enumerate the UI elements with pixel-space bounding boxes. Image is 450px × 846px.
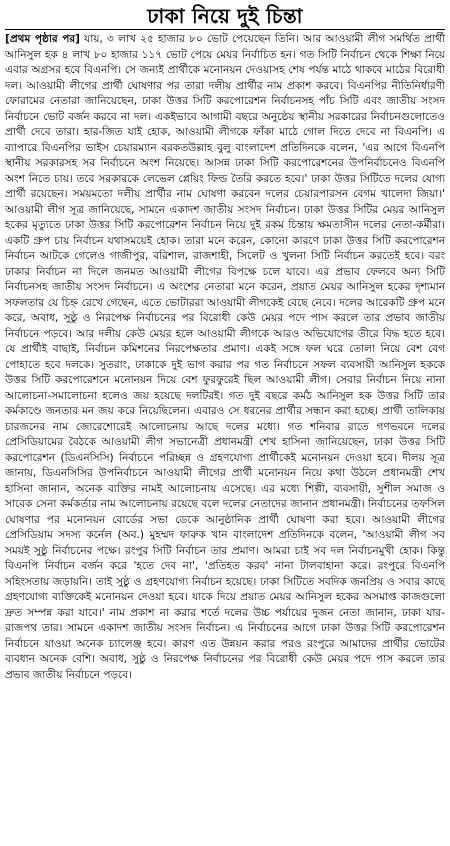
article-text: যায়, ৩ লাখ ২৫ হাজার ৮০ ভোট পেয়েছেন তিনি। আর আওয়ামী লীগ সমর্থিত প্রার্থী আনিসুল হক ৪ লাখ ৮০ হাজার ১১৭ ভোট পেয়ে মেয়র নির্বাচিত হন। গত সিটি নির্বাচন থেকে শিক্ষা নিয়ে এবার অগ্রসর হবে বিএনপি। সে জন্যই প্রার্থীকে মনোনয়ন দেওয়াসহ শেষ পর্যন্ত মাঠে থাকবে মাঠের বিরোধী দল। আওয়ামী লীগের প্রার্থী ঘোষণার পর তারা দলীয় প্রার্থীর নাম প্রকাশ করবে। বিএনপির নীতিনির্ধারণী ফোরামের নেতারা জানিয়েছেন, ঢাকা উত্তর সিটি করপোরেশন নির্বাচনসহ পাঁচ সিটি এবং জাতীয় সংসদ নির্বাচনে ভোট বর্জন করবে না দল। একইভাবে আগামী বছরে অনুষ্ঠেয় স্থানীয় সরকারের নির্বাচনগুলোতেও প্রার্থী দেবে তারা। হার-জিত যাই হোক, আওয়ামী লীগকে ফাঁকা মাঠে গোল দিতে দেবে না বিএনপি। এ ব্যাপারে বিএনপির ভাইস চেয়ারম্যান বরকতউল্লাহ বুলু বাংলাদেশ প্রতিদিনকে বলেন, 'এর আগে বিএনপি স্থানীয় সরকারসহ সব নির্বাচনে অংশ নিয়েছে। আসন্ন ঢাকা সিটি করপোরেশনের উপনির্বাচনেও বিএনপি অংশ নিতে চায়। তবে সরকারকে লেভেল প্লেয়িং ফিল্ড তৈরি করতে হবে।' ঢাকা উত্তর সিটিতে দলের যোগ্য প্রার্থী রয়েছেন। সময়মতো দলীয় প্রার্থীর নাম ঘোষণা করবেন দলের চেয়ারপারসন বেগম খালেদা জিয়া।' আওয়ামী লীগ সূত্র জানিয়েছে, সামনে একাদশ জাতীয় সংসদ নির্বাচন। ঢাকা উত্তর সিটির মেয়র আনিসুল হকের মৃত্যুতে ঢাকা উত্তর সিটি করপোরেশন নির্বাচন নিয়ে দুই রকম চিন্তায় ক্ষমতাসীন দলের নেতা-কর্মীরা। একটি গ্রুপ চায় নির্বাচন যথাসময়েই হোক। তারা মনে করেন, কোনো কারণে ঢাকা উত্তর সিটি করপোরেশন নির্বাচন আটকে গেলেও গাজীপুর, বরিশাল, রাজশাহী, সিলেট ও খুলনা সিটি নির্বাচন করতেই হবে। বরং ঢাকার নির্বাচন না দিলে জনমত আওয়ামী লীগের বিপক্ষে চলে যাবে। এর প্রভাব ফেলবে অন্য সিটি নির্বাচনসহ জাতীয় সংসদ নির্বাচনে। এ অংশের নেতারা মনে করেন, প্রয়াত মেয়র আনিসুল হকের দৃশ্যমান সফলতার যে চিহ্ন রেখে গেছেন, এতে ভোটাররা আওয়ামী লীগকেই বেছে নেবে। দলের আরেকটি গ্রুপ মনে করে, অবাধ, সুষ্ঠু ও নিরপেক্ষ নির্বাচনের পর বিরোধী কেউ মেয়র পদে পাস করলে তার প্রভাব জাতীয় নির্বাচনে পড়বে। আর দলীয় কেউ মেয়র হলে আওয়ামী লীগকে আরও অভিযোগের তীরে বিদ্ধ হতে হবে। যে প্রার্থীই বাছাই, নির্বাচন কমিশনের নিরপেক্ষতার প্রমাণ। একই সঙ্গে ফল ঘরে তোলা নিয়ে বেশ বেগ পোহাতে হবে দলকে। সুতরাং, ঢাকাকে দুই ভাগ করার পর গত নির্বাচনে সফল ব্যবসায়ী আনিসুল হককে উত্তর সিটি করপোরেশনে মনোনয়ন দিয়ে বেশ ফুরফুরেই ছিল আওয়ামী লীগ। সেবার নির্বাচন নিয়ে নানা আলোচনা-সমালোচনা হলেও জয় হয়েছে দলটিরই। গত দুই বছরে কর্মঠ আনিসুল হক উত্তর সিটি তার কর্মকাণ্ডে জনতার মন জয় করে নিয়েছিলেন। এবারও সে ধরনের প্রার্থীর সন্ধান করা হচ্ছে। প্রার্থী তালিকায় চারজনের নাম জোরেশোরেই আলোচনায় আছে দলের মধ্যে। গত শনিবার রাতে গণভবনে দলের প্রেসিডিয়ামের বৈঠকে আওয়ামী লীগ সভানেত্রী প্রধানমন্ত্রী শেখ হাসিনা জানিয়েছেন, ঢাকা উত্তর সিটি করপোরেশন (ডিএনসিসি) নির্বাচনে পরিচ্ছন্ন ও গ্রহণযোগ্য প্রার্থীকেই মনোনয়ন দেওয়া হবে। দীলয় সূত্র জানায়, ডিএনসিসির উপনির্বাচনে আওয়ামী লীগের প্রার্থী মনোনয়ন নিয়ে কথা উঠলে প্রধানমন্ত্রী শেখ হাসিনা জানান, অনেক ব্যক্তির নামই আলোচনায় এসেছে। এর মধ্যে শিল্পী, ব্যবসায়ী, সুশীল সমাজ ও সাবেক সেনা কর্মকর্তার নাম আলোচনায় রয়েছে বলে দলের নেতাদের জানান প্রধানমন্ত্রী। নির্বাচনের তফসিল ঘোষণার পর মনোনয়ন বোর্ডের সভা ডেকে আনুষ্ঠানিক প্রার্থী ঘোষণা করা হবে। আওয়ামী লীগের প্রেসিডিয়াম সদস্য কর্নেল (অব.) মুহম্মদ ফারুক খান বাংলাদেশ প্রতিদিনকে বলেন, 'আওয়ামী লীগ সব সময়ই সুষ্ঠু নির্বাচনের পক্ষে। রংপুর সিটি নির্বাচন তার প্রমাণ। আমরা চাই সব দল নির্বাচনমুখী হোক। কিন্তু বিএনপি নির্বাচন বর্জন করে 'হতে দেব না', 'প্রতিহত করব' নানা টালবাহানা করে। রংপুরে বিএনপি সহিংসতায় জড়ায়নি। তাই সুষ্ঠু ও গ্রহণযোগ্য নির্বাচন হয়েছে। ঢাকা সিটিতে সবদিক জনপ্রিয় ও সবার কাছে গ্রহণযোগ্য ব্যক্তিকেই মনোনয়ন দেওয়া হবে। যাকে দিয়ে প্রয়াত মেয়র আনিসুল হকের অসমাপ্ত কাজগুলো দ্রুত সম্পন্ন করা যাবে।' নাম প্রকাশ না করার শর্তে দলের উচ্চ পর্যায়ের দুজন নেতা জানান, ঢাকা যার-রাজপথ তার। সামনে একাদশ জাতীয় সংসদ নির্বাচন। এ নির্বাচনের আগে ঢাকা উত্তর সিটি করপোরেশন নির্বাচনে যাওয়া অনেক চ্যালেঞ্জ হবে। কারণ এত উন্নয়ন করার পরও রংপুরে আমাদের প্রার্থীর ভোটের ব্যবধান অনেক বেশি। অবাধ, সুষ্ঠু ও নিরপেক্ষ নির্বাচনের পর বিরোধী কেউ মেয়র পদে পাস করলে তার প্রভাব জাতীয় নির্বাচনে পড়বে। — [5, 33, 445, 681]
headline-container — [5, 4, 445, 28]
headline: ঢাকা নিয়ে দুই চিন্তা — [147, 4, 303, 28]
article-body — [5, 32, 445, 840]
continuation-label: [ প্রথম পৃষ্ঠার পর ] — [5, 33, 80, 45]
headline-divider — [5, 29, 445, 30]
